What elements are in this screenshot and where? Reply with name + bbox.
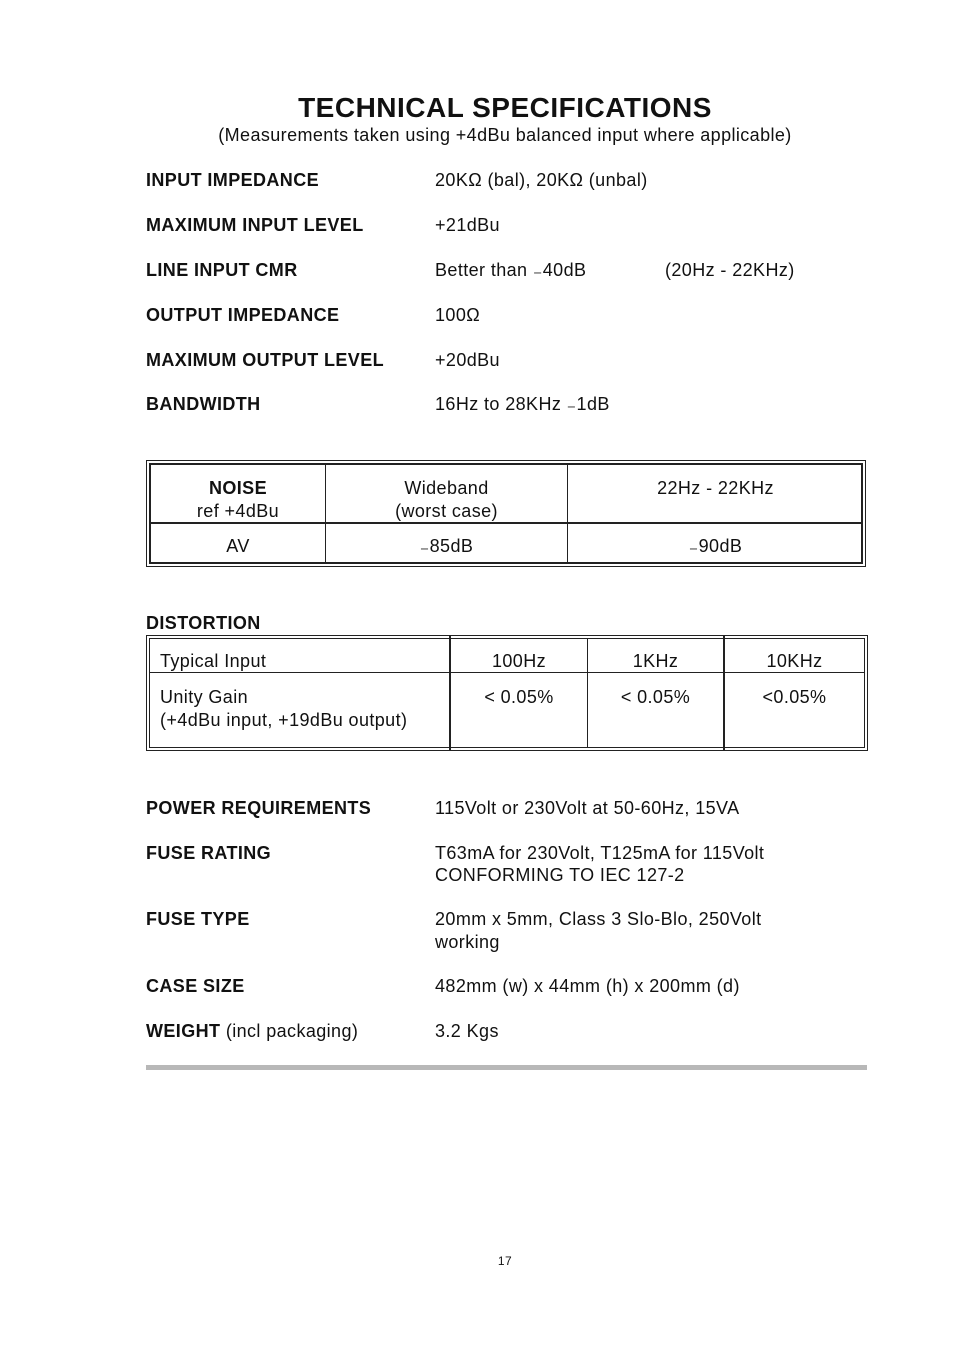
spec-label-bandwidth: BANDWIDTH: [146, 394, 261, 414]
noise-table: [146, 460, 866, 567]
spec-label-fuse-type: FUSE TYPE: [146, 909, 250, 929]
spec-label-input-impedance: INPUT IMPEDANCE: [146, 170, 320, 190]
noise-table-inner: [149, 463, 863, 564]
distortion-table-inner: [149, 638, 865, 748]
page-number: 17: [497, 1254, 513, 1268]
distortion-table: [146, 635, 868, 751]
page-title: TECHNICAL SPECIFICATIONS: [298, 92, 712, 123]
spec-value-case-size: 482mm (w) x 44mm (h) x 200mm (d): [435, 976, 740, 996]
spec-value-fuse-type-line2: working: [435, 932, 500, 952]
spec-value-max-output-level: +20dBu: [435, 350, 500, 370]
noise-row-wideband-value: ₋85dB: [419, 536, 474, 556]
spec-value-fuse-type-line1: 20mm x 5mm, Class 3 Slo-Blo, 250Volt: [435, 909, 762, 929]
noise-header-wideband: Wideband: [404, 478, 489, 498]
spec-value-max-input-level: +21dBu: [435, 215, 500, 235]
spec-label-max-input-level: MAXIMUM INPUT LEVEL: [146, 215, 364, 235]
noise-row-band-value: ₋90dB: [688, 536, 743, 556]
dist-value-100hz: < 0.05%: [484, 687, 554, 707]
spec-label-output-impedance: OUTPUT IMPEDANCE: [146, 305, 340, 325]
dist-value-10khz: <0.05%: [762, 687, 827, 707]
spec-label-weight-note: (incl packaging): [225, 1021, 359, 1041]
spec-label-line-input-cmr: LINE INPUT CMR: [146, 260, 298, 280]
spec-value-weight: 3.2 Kgs: [435, 1021, 499, 1041]
spec-value-fuse-rating-line2: CONFORMING TO IEC 127-2: [435, 865, 685, 885]
spec-value-fuse-rating-line1: T63mA for 230Volt, T125mA for 115Volt: [435, 843, 765, 863]
dist-header-100hz: 100Hz: [491, 651, 547, 671]
spec-label-case-size: CASE SIZE: [146, 976, 245, 996]
section-rule: [146, 1065, 867, 1070]
spec-label-fuse-rating: FUSE RATING: [146, 843, 272, 863]
noise-row-label: AV: [226, 536, 250, 556]
dist-row-label-levels: (+4dBu input, +19dBu output): [160, 710, 408, 730]
noise-header-worst-case: (worst case): [395, 501, 498, 521]
dist-value-1khz: < 0.05%: [620, 687, 691, 707]
spec-label-weight-text: WEIGHT: [146, 1021, 221, 1041]
noise-header-title: NOISE: [208, 478, 267, 498]
distortion-heading: DISTORTION: [146, 613, 261, 633]
noise-header-ref: ref +4dBu: [196, 501, 280, 521]
spec-value-bandwidth: 16Hz to 28KHz ₋1dB: [435, 394, 610, 414]
noise-header-band: 22Hz - 22KHz: [657, 478, 774, 498]
dist-row-label-unity-gain: Unity Gain: [160, 687, 249, 707]
spec-value-line-input-cmr: Better than ₋40dB: [435, 260, 587, 280]
spec-label-weight: [146, 1021, 358, 1042]
dist-header-1khz: 1KHz: [632, 651, 679, 671]
page-subtitle: (Measurements taken using +4dBu balanced input where applicable): [218, 125, 792, 145]
spec-value-input-impedance: 20KΩ (bal), 20KΩ (unbal): [435, 170, 648, 190]
spec-label-max-output-level: MAXIMUM OUTPUT LEVEL: [146, 350, 384, 370]
dist-header-typical-input: Typical Input: [160, 651, 267, 671]
spec-value-output-impedance: 100Ω: [435, 305, 481, 325]
dist-header-10khz: 10KHz: [766, 651, 823, 671]
spec-label-power-requirements: POWER REQUIREMENTS: [146, 798, 372, 818]
spec-value-power-requirements: 115Volt or 230Volt at 50-60Hz, 15VA: [435, 798, 740, 818]
spec-value-line-input-cmr-range: (20Hz - 22KHz): [665, 260, 795, 280]
